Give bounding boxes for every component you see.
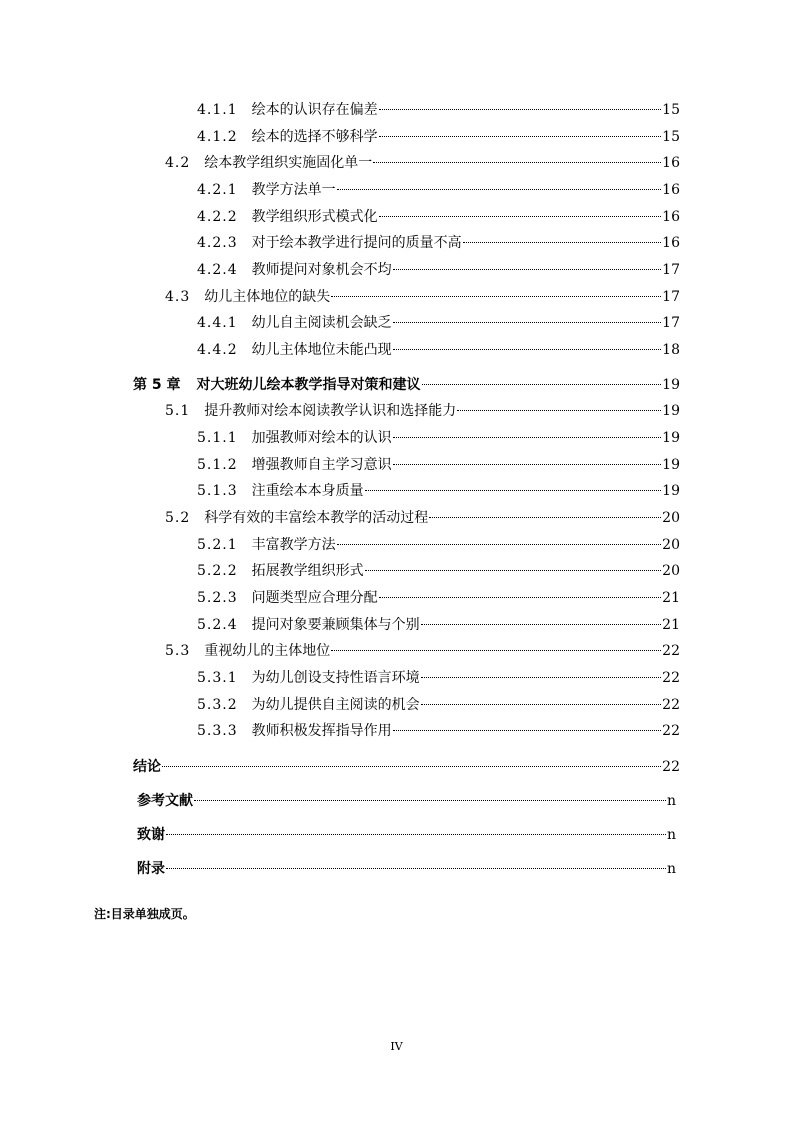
toc-entry-5-3-2[interactable] xyxy=(197,696,680,714)
entry-number: 5.3.2 xyxy=(197,697,238,713)
dot-leader xyxy=(393,437,662,438)
entry-number: 4.2.3 xyxy=(197,235,238,251)
entry-page: 22 xyxy=(662,670,680,686)
entry-number: 5.2.3 xyxy=(197,590,238,606)
entry-number: 4.2.1 xyxy=(197,182,238,198)
dot-leader xyxy=(331,296,661,297)
entry-title: 致谢 xyxy=(137,827,165,843)
entry-title: 幼儿自主阅读机会缺乏 xyxy=(251,315,392,331)
dot-leader xyxy=(166,868,666,869)
page-number: IV xyxy=(390,1040,403,1053)
entry-number: 5.2.1 xyxy=(197,537,238,553)
entry-title: 教师积极发挥指导作用 xyxy=(251,723,392,739)
entry-title: 重视幼儿的主体地位 xyxy=(204,643,331,659)
entry-page: n xyxy=(666,793,676,809)
entry-number: 5.1.3 xyxy=(197,483,238,499)
entry-page: 17 xyxy=(662,262,680,278)
toc-entry-4-2[interactable] xyxy=(165,154,680,172)
dot-leader xyxy=(337,544,662,545)
entry-page: 20 xyxy=(662,563,680,579)
entry-number: 4.2 xyxy=(165,155,191,171)
dot-leader xyxy=(337,189,662,190)
entry-title: 绘本的认识存在偏差 xyxy=(251,102,378,118)
dot-leader xyxy=(331,650,661,651)
entry-number: 4.1.1 xyxy=(197,102,238,118)
dot-leader xyxy=(421,677,662,678)
entry-page: 20 xyxy=(662,537,680,553)
dot-leader xyxy=(463,242,662,243)
entry-page: 19 xyxy=(662,457,680,473)
entry-page: 16 xyxy=(662,235,680,251)
toc-entry-references[interactable] xyxy=(137,792,676,810)
toc-entry-5-1-1[interactable] xyxy=(197,429,680,447)
entry-title: 丰富教学方法 xyxy=(251,537,336,553)
entry-page: 16 xyxy=(662,182,680,198)
entry-number: 5.3 xyxy=(165,643,191,659)
entry-page: 19 xyxy=(662,377,680,393)
entry-page: 16 xyxy=(662,155,680,171)
entry-number: 5.1 xyxy=(165,403,191,419)
toc-entry-4-1-2[interactable] xyxy=(197,128,680,146)
toc-entry-5-2[interactable] xyxy=(165,509,680,527)
entry-title: 对于绘本教学进行提问的质量不高 xyxy=(251,235,462,251)
toc-entry-4-2-2[interactable] xyxy=(197,208,680,226)
toc-entry-4-4-1[interactable] xyxy=(197,314,680,332)
dot-leader xyxy=(166,834,666,835)
dot-leader xyxy=(393,730,662,731)
entry-number: 4.3 xyxy=(165,289,191,305)
toc-entry-4-3[interactable] xyxy=(165,288,680,306)
entry-title: 幼儿主体地位的缺失 xyxy=(204,289,331,305)
entry-title: 绘本的选择不够科学 xyxy=(251,129,378,145)
dot-leader xyxy=(162,766,661,767)
entry-number: 5.2.4 xyxy=(197,617,238,633)
entry-title: 增强教师自主学习意识 xyxy=(251,457,392,473)
toc-entry-5-3[interactable] xyxy=(165,642,680,660)
dot-leader xyxy=(393,269,662,270)
entry-title: 结论 xyxy=(133,759,161,775)
dot-leader xyxy=(365,490,662,491)
dot-leader xyxy=(393,464,662,465)
entry-title: 对大班幼儿绘本教学指导对策和建议 xyxy=(196,377,421,393)
entry-number: 4.2.2 xyxy=(197,209,238,225)
entry-title: 问题类型应合理分配 xyxy=(251,590,378,606)
entry-title: 教学组织形式模式化 xyxy=(251,209,378,225)
entry-title: 拓展教学组织形式 xyxy=(251,563,364,579)
entry-title: 注重绘本本身质量 xyxy=(251,483,364,499)
dot-leader xyxy=(379,597,662,598)
entry-page: 22 xyxy=(662,697,680,713)
toc-entry-5-2-1[interactable] xyxy=(197,536,680,554)
entry-page: 19 xyxy=(662,483,680,499)
toc-entry-appendix[interactable] xyxy=(137,860,676,878)
dot-leader xyxy=(421,704,662,705)
dot-leader xyxy=(379,109,662,110)
dot-leader xyxy=(421,624,662,625)
dot-leader xyxy=(194,800,666,801)
dot-leader xyxy=(393,322,662,323)
entry-page: 20 xyxy=(662,510,680,526)
entry-page: 21 xyxy=(662,590,680,606)
entry-title: 为幼儿创设支持性语言环境 xyxy=(251,670,420,686)
toc-entry-conclusion[interactable] xyxy=(133,758,680,776)
dot-leader xyxy=(365,570,662,571)
entry-page: 17 xyxy=(662,289,680,305)
entry-page: 15 xyxy=(662,129,680,145)
entry-number: 4.2.4 xyxy=(197,262,238,278)
entry-title: 参考文献 xyxy=(137,793,193,809)
dot-leader xyxy=(393,349,662,350)
toc-entry-5-2-3[interactable] xyxy=(197,589,680,607)
entry-page: 22 xyxy=(662,759,680,775)
toc-entry-4-1-1[interactable] xyxy=(197,101,680,119)
entry-title: 加强教师对绘本的认识 xyxy=(251,430,392,446)
entry-page: n xyxy=(666,861,676,877)
entry-number: 5.3.3 xyxy=(197,723,238,739)
toc-note: 注:目录单独成页。 xyxy=(94,907,195,921)
dot-leader xyxy=(373,162,661,163)
entry-title: 绘本教学组织实施固化单一 xyxy=(204,155,373,171)
entry-title: 为幼儿提供自主阅读的机会 xyxy=(251,697,420,713)
toc-entry-acknowledgements[interactable] xyxy=(137,826,676,844)
entry-page: 18 xyxy=(662,342,680,358)
toc-entry-4-4-2[interactable] xyxy=(197,341,680,359)
entry-number: 4.1.2 xyxy=(197,129,238,145)
entry-number: 5.2 xyxy=(165,510,191,526)
entry-title: 提升教师对绘本阅读教学认识和选择能力 xyxy=(204,403,457,419)
entry-title: 提问对象要兼顾集体与个别 xyxy=(251,617,420,633)
entry-title: 科学有效的丰富绘本教学的活动过程 xyxy=(204,510,429,526)
dot-leader xyxy=(457,410,661,411)
toc-entry-5-1-2[interactable] xyxy=(197,456,680,474)
entry-page: 21 xyxy=(662,617,680,633)
entry-page: 15 xyxy=(662,102,680,118)
toc-entry-5-3-3[interactable] xyxy=(197,722,680,740)
toc-entry-4-2-3[interactable] xyxy=(197,234,680,252)
dot-leader xyxy=(422,384,662,385)
entry-number: 第 5 章 xyxy=(133,377,181,393)
dot-leader xyxy=(379,136,662,137)
entry-title: 教师提问对象机会不均 xyxy=(251,262,392,278)
entry-number: 5.1.1 xyxy=(197,430,238,446)
entry-page: 16 xyxy=(662,209,680,225)
entry-page: 17 xyxy=(662,315,680,331)
toc-entry-5-1-3[interactable] xyxy=(197,482,680,500)
entry-page: 22 xyxy=(662,723,680,739)
entry-title: 幼儿主体地位未能凸现 xyxy=(251,342,392,358)
entry-number: 5.1.2 xyxy=(197,457,238,473)
toc-entry-chapter-5[interactable] xyxy=(133,376,680,394)
toc-entry-5-2-2[interactable] xyxy=(197,562,680,580)
entry-title: 教学方法单一 xyxy=(251,182,336,198)
entry-page: 19 xyxy=(662,430,680,446)
toc-entry-5-3-1[interactable] xyxy=(197,669,680,687)
entry-number: 5.3.1 xyxy=(197,670,238,686)
entry-number: 5.2.2 xyxy=(197,563,238,579)
entry-page: 19 xyxy=(662,403,680,419)
entry-page: n xyxy=(666,827,676,843)
entry-number: 4.4.2 xyxy=(197,342,238,358)
toc-entry-5-2-4[interactable] xyxy=(197,616,680,634)
entry-page: 22 xyxy=(662,643,680,659)
dot-leader xyxy=(379,216,662,217)
dot-leader xyxy=(429,517,661,518)
entry-title: 附录 xyxy=(137,861,165,877)
toc-entry-5-1[interactable] xyxy=(165,402,680,420)
toc-entry-4-2-1[interactable] xyxy=(197,181,680,199)
toc-entry-4-2-4[interactable] xyxy=(197,261,680,279)
entry-number: 4.4.1 xyxy=(197,315,238,331)
